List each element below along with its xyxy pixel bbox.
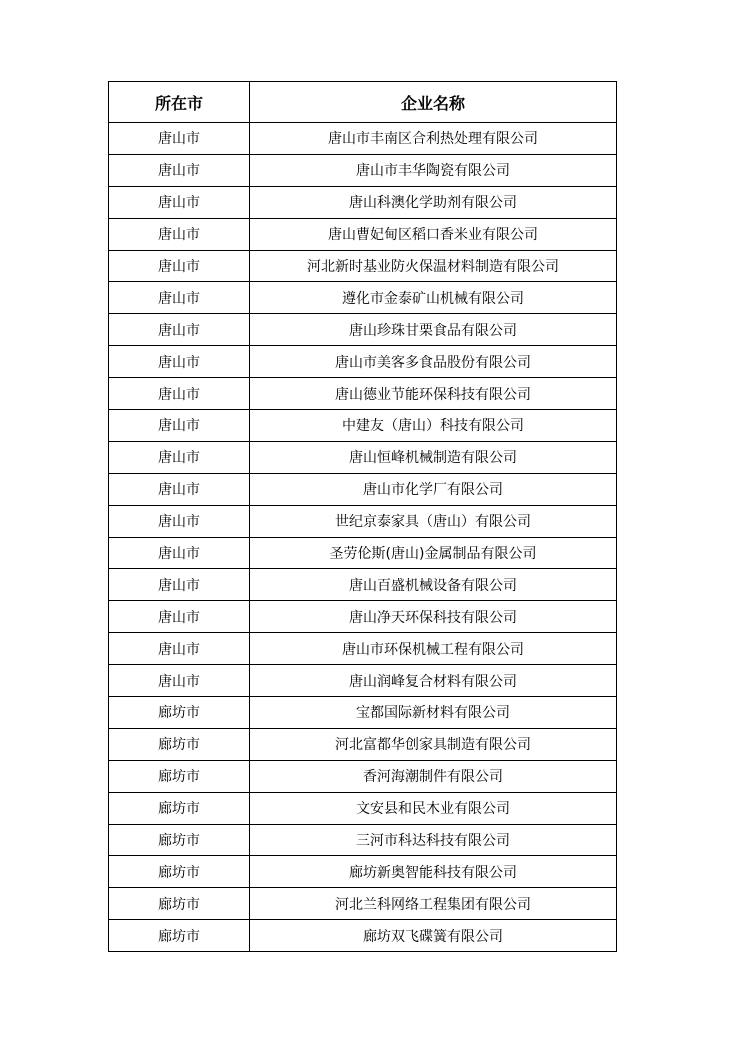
- table-row: [109, 346, 617, 378]
- cell-company-name: 唐山市美客多食品股份有限公司: [250, 346, 617, 378]
- cell-city: 唐山市: [109, 346, 250, 378]
- cell-company-name: 香河海潮制件有限公司: [250, 760, 617, 792]
- table-row: [109, 665, 617, 697]
- cell-company-name: 唐山百盛机械设备有限公司: [250, 569, 617, 601]
- cell-city: 唐山市: [109, 250, 250, 282]
- cell-city: 廊坊市: [109, 728, 250, 760]
- cell-city: 廊坊市: [109, 856, 250, 888]
- cell-city: 唐山市: [109, 505, 250, 537]
- cell-city: 廊坊市: [109, 792, 250, 824]
- table-row: [109, 760, 617, 792]
- header-city: 所在市: [109, 82, 250, 123]
- table-row: [109, 473, 617, 505]
- table-row: [109, 314, 617, 346]
- table-row: [109, 728, 617, 760]
- cell-company-name: 唐山润峰复合材料有限公司: [250, 665, 617, 697]
- cell-company-name: 中建友（唐山）科技有限公司: [250, 410, 617, 442]
- table-row: [109, 250, 617, 282]
- table-body: [109, 123, 617, 952]
- table-row: [109, 633, 617, 665]
- cell-company-name: 唐山科澳化学助剂有限公司: [250, 186, 617, 218]
- header-company-name: 企业名称: [250, 82, 617, 123]
- table-row: [109, 601, 617, 633]
- cell-company-name: 唐山市化学厂有限公司: [250, 473, 617, 505]
- cell-city: 唐山市: [109, 218, 250, 250]
- table-row: [109, 505, 617, 537]
- table-row: [109, 441, 617, 473]
- table-row: [109, 378, 617, 410]
- cell-company-name: 廊坊双飞碟簧有限公司: [250, 920, 617, 952]
- cell-city: 唐山市: [109, 601, 250, 633]
- cell-city: 廊坊市: [109, 920, 250, 952]
- table-row: [109, 792, 617, 824]
- company-table: [108, 81, 617, 952]
- cell-city: 唐山市: [109, 665, 250, 697]
- cell-city: 廊坊市: [109, 760, 250, 792]
- table-row: [109, 824, 617, 856]
- cell-company-name: 唐山德业节能环保科技有限公司: [250, 378, 617, 410]
- cell-company-name: 唐山曹妃甸区稻口香米业有限公司: [250, 218, 617, 250]
- cell-company-name: 廊坊新奥智能科技有限公司: [250, 856, 617, 888]
- cell-city: 唐山市: [109, 569, 250, 601]
- cell-company-name: 遵化市金泰矿山机械有限公司: [250, 282, 617, 314]
- cell-company-name: 唐山市环保机械工程有限公司: [250, 633, 617, 665]
- cell-city: 唐山市: [109, 410, 250, 442]
- table-row: [109, 920, 617, 952]
- cell-city: 唐山市: [109, 378, 250, 410]
- cell-company-name: 河北兰科网络工程集团有限公司: [250, 888, 617, 920]
- cell-city: 唐山市: [109, 154, 250, 186]
- cell-company-name: 唐山净天环保科技有限公司: [250, 601, 617, 633]
- table-row: [109, 410, 617, 442]
- cell-company-name: 河北富都华创家具制造有限公司: [250, 728, 617, 760]
- cell-company-name: 唐山恒峰机械制造有限公司: [250, 441, 617, 473]
- cell-city: 唐山市: [109, 282, 250, 314]
- table-row: [109, 218, 617, 250]
- cell-company-name: 唐山市丰南区合利热处理有限公司: [250, 123, 617, 155]
- cell-city: 廊坊市: [109, 697, 250, 729]
- cell-company-name: 圣劳伦斯(唐山)金属制品有限公司: [250, 537, 617, 569]
- table-row: [109, 569, 617, 601]
- cell-city: 唐山市: [109, 537, 250, 569]
- cell-company-name: 文安县和民木业有限公司: [250, 792, 617, 824]
- table-row: [109, 282, 617, 314]
- table-row: [109, 888, 617, 920]
- cell-company-name: 唐山市丰华陶瓷有限公司: [250, 154, 617, 186]
- cell-city: 唐山市: [109, 441, 250, 473]
- cell-city: 廊坊市: [109, 824, 250, 856]
- cell-company-name: 世纪京泰家具（唐山）有限公司: [250, 505, 617, 537]
- cell-city: 唐山市: [109, 186, 250, 218]
- cell-city: 唐山市: [109, 314, 250, 346]
- cell-company-name: 河北新时基业防火保温材料制造有限公司: [250, 250, 617, 282]
- table-row: [109, 186, 617, 218]
- table-header-row: [109, 82, 617, 123]
- cell-city: 唐山市: [109, 633, 250, 665]
- cell-city: 廊坊市: [109, 888, 250, 920]
- table-row: [109, 856, 617, 888]
- table-row: [109, 123, 617, 155]
- cell-city: 唐山市: [109, 473, 250, 505]
- table-row: [109, 537, 617, 569]
- cell-city: 唐山市: [109, 123, 250, 155]
- cell-company-name: 唐山珍珠甘栗食品有限公司: [250, 314, 617, 346]
- table-row: [109, 154, 617, 186]
- cell-company-name: 三河市科达科技有限公司: [250, 824, 617, 856]
- table-row: [109, 697, 617, 729]
- cell-company-name: 宝都国际新材料有限公司: [250, 697, 617, 729]
